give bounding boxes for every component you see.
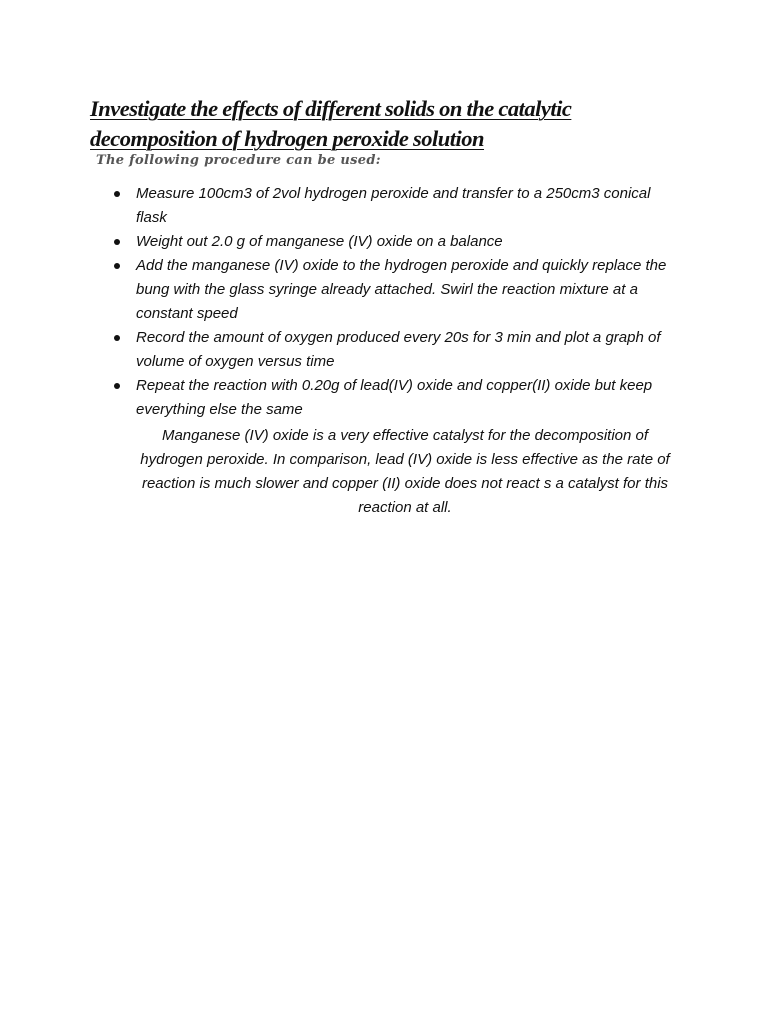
procedure-step xyxy=(112,326,682,374)
procedure-step-text: Repeat the reaction with 0.20g of lead(IV) oxide and copper(II) oxide but keep everything else the same xyxy=(136,377,653,418)
procedure-intro: The following procedure can be used: xyxy=(96,153,381,168)
procedure-step xyxy=(112,254,682,326)
bullet-icon xyxy=(114,191,120,197)
bullet-icon xyxy=(114,263,120,269)
bullet-icon xyxy=(114,335,120,341)
procedure-step-text: Measure 100cm3 of 2vol hydrogen peroxide and transfer to a 250cm3 conical flask xyxy=(136,185,651,226)
procedure-step-text: Add the manganese (IV) oxide to the hydrogen peroxide and quickly replace the bung with the glass syringe already attached. Swirl the reaction mixture at a constant speed xyxy=(136,257,667,322)
procedure-step xyxy=(112,230,682,254)
procedure-step-text: Weight out 2.0 g of manganese (IV) oxide on a balance xyxy=(136,233,503,250)
conclusion-paragraph: Manganese (IV) oxide is a very effective catalyst for the decomposition of hydrogen peroxide. In comparison, lead (IV) oxide is less effective as the rate of reaction is much slower and copper (II) oxide does not react s a catalyst for this reaction at all. xyxy=(140,427,670,516)
procedure-step xyxy=(112,374,682,422)
bullet-icon xyxy=(114,383,120,389)
procedure-list xyxy=(112,182,682,422)
procedure-step xyxy=(112,182,682,230)
bullet-icon xyxy=(114,239,120,245)
document-title: Investigate the effects of different solids on the catalytic decomposition of hydrogen peroxide solution xyxy=(90,96,572,151)
procedure-step-text: Record the amount of oxygen produced every 20s for 3 min and plot a graph of volume of oxygen versus time xyxy=(136,329,661,370)
